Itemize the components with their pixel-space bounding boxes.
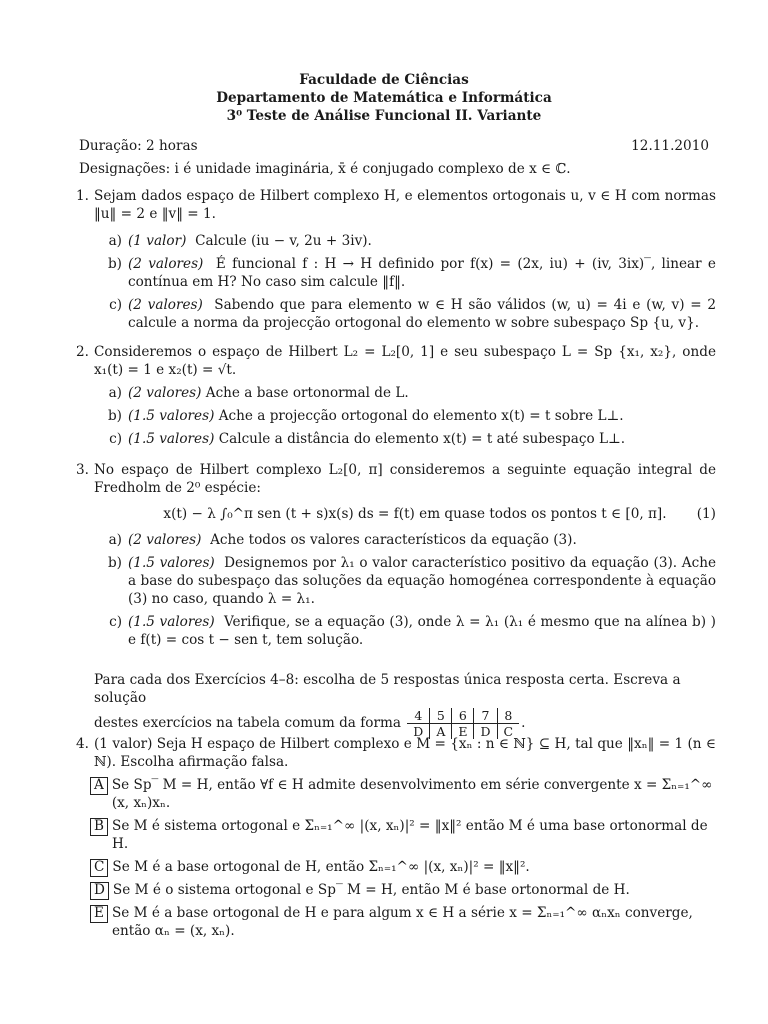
subquestion-text: É funcional f : H → H definido por f(x) = (2x, iu) + (iv, 3ix)‾, linear e contínua em H? No caso sim calcule ‖f‖. [128, 255, 716, 290]
option-letter-box: C [90, 859, 108, 877]
instructions-line-2: destes exercícios na tabela comum da forma 4 5 6 7 8 D A E D C. [94, 707, 526, 739]
points-label: (1.5 valores) [128, 554, 215, 571]
designations-text: Designações: i é unidade imaginária, x̄ é conjugado complexo de x ∈ ℂ. [79, 161, 571, 177]
table-cell: 8 [497, 708, 519, 724]
option-text: Se Sp‾ M = H, então ∀f ∈ H admite desenvolvimento em série convergente x = Σₙ₌₁^∞ (x, xₙ)xₙ. [111, 776, 713, 811]
exercise-statement: (1 valor) Seja H espaço de Hilbert complexo e M = {xₙ : n ∈ ℕ} ⊆ H, tal que ‖xₙ‖ = 1 (n ∈ ℕ). Escolha afirmação falsa. [94, 736, 716, 770]
exercise-4 [76, 736, 716, 941]
equation-text: x(t) − λ ∫₀^π sen (t + s)x(s) ds = f(t) em quase todos os pontos t ∈ [0, π]. [163, 505, 667, 522]
option-c [90, 859, 716, 877]
table-cell: 5 [430, 708, 452, 724]
exercise-statement: No espaço de Hilbert complexo L₂[0, π] consideremos a seguinte equação integral de Fredholm de 2⁰ espécie: [94, 462, 716, 496]
exam-header [0, 72, 768, 126]
table-cell: E [452, 723, 474, 739]
exercise-3 [76, 462, 716, 649]
subquestion-b: b) (1.5 valores) Ache a projecção ortogonal do elemento x(t) = t sobre L⊥. [107, 407, 624, 424]
answer-table [407, 708, 519, 739]
option-letter-box: E [90, 905, 108, 923]
exercise-1 [76, 188, 716, 333]
subquestion-text: Verifique, se a equação (3), onde λ = λ₁ (λ₁ é mesmo que na alínea b) ) e f(t) = cos t − sen t, tem solução. [128, 613, 716, 648]
exercise-statement: Sejam dados espaço de Hilbert complexo H, e elementos ortogonais u, v ∈ H com normas ‖u‖ = 2 e ‖v‖ = 1. [94, 188, 716, 222]
option-letter-box: B [90, 818, 108, 836]
subquestion-text: Ache a base ortonormal de L. [205, 384, 409, 401]
test-title: 3⁰ Teste de Análise Funcional II. Variante [226, 107, 542, 124]
points-label: (1.5 valores) [128, 613, 215, 630]
equation-tag: (1) [696, 505, 716, 522]
table-cell: 4 [414, 707, 423, 723]
subquestion-text: Ache todos os valores característicos da equação (3). [210, 531, 577, 548]
exercise-number: 3. [76, 462, 89, 478]
points-label: (1.5 valores) [128, 407, 215, 424]
exercise-statement: Consideremos o espaço de Hilbert L₂ = L₂[0, 1] e seu subespaço L = Sp {x₁, x₂}, onde x₁(t) = 1 e x₂(t) = √t. [94, 344, 716, 378]
answer-options [76, 777, 716, 941]
exercise-number: 1. [76, 188, 89, 204]
option-d [90, 882, 716, 900]
subquestion-a: a) (2 valores) Ache todos os valores característicos da equação (3). [108, 531, 577, 548]
subquestion-text: Sabendo que para elemento w ∈ H são válidos (w, u) = 4i e (w, v) = 2 calcule a norma da projecção ortogonal do elemento w sobre subespaço Sp {u, v}. [128, 296, 716, 331]
exercise-number: 2. [76, 344, 89, 360]
points-label: (2 valores) [128, 384, 202, 401]
points-label: (2 valores) [128, 531, 202, 548]
duration-text: Duração: 2 horas [79, 138, 198, 154]
subquestion-b: b) (2 valores) É funcional f : H → H definido por f(x) = (2x, iu) + (iv, 3ix)‾, linear e contínua em H? No caso sim calcule ‖f‖. [107, 255, 716, 290]
option-a [90, 777, 716, 813]
table-cell: 7 [474, 708, 497, 724]
instructions [94, 672, 716, 739]
faculty-title: Faculdade de Ciências [299, 72, 469, 88]
subquestion-a: a) (2 valores) Ache a base ortonormal de L. [108, 384, 409, 401]
points-label: (2 valores) [128, 255, 204, 272]
integral-equation [94, 506, 716, 524]
option-text: Se M é sistema ortogonal e Σₙ₌₁^∞ |(x, xₙ)|² = ‖x‖² então M é uma base ortonormal de H. [112, 817, 708, 852]
department-title: Departamento de Matemática e Informática [216, 89, 552, 106]
table-cell: C [497, 723, 519, 739]
points-label: (1.5 valores) [128, 430, 215, 447]
subquestion-text: Designemos por λ₁ o valor característico positivo da equação (3). Ache a base do subespaço das soluções da equação homogénea correspondente à equação (3) no caso, quando λ = λ₁. [128, 554, 716, 607]
subquestion-c: c) (1.5 valores) Calcule a distância do elemento x(t) = t até subespaço L⊥. [109, 430, 626, 447]
points-label: (2 valores) [128, 296, 203, 313]
subquestion-b: b) (1.5 valores) Designemos por λ₁ o valor característico positivo da equação (3). Ache a base do subespaço das soluções da equação homogénea correspondente à equação (3) no caso, quando λ = λ₁. [107, 554, 716, 607]
answer-table-numbers [407, 708, 519, 724]
date-text: 12.11.2010 [631, 138, 709, 154]
subquestion-text: Calcule a distância do elemento x(t) = t até subespaço L⊥. [218, 430, 626, 447]
option-text: Se M é a base ortogonal de H e para algum x ∈ H a série x = Σₙ₌₁^∞ αₙxₙ converge, então αₙ = (x, xₙ). [111, 904, 693, 939]
instructions-line-1: Para cada dos Exercícios 4–8: escolha de 5 respostas única resposta certa. Escreva a solução [94, 672, 681, 706]
meta-row [79, 138, 709, 156]
points-label: (1 valor) [128, 232, 187, 249]
option-letter-box: D [90, 882, 109, 900]
subquestion-c: c) (2 valores) Sabendo que para elemento w ∈ H são válidos (w, u) = 4i e (w, v) = 2 calcule a norma da projecção ortogonal do elemento w sobre subespaço Sp {u, v}. [109, 296, 716, 331]
option-text: Se M é o sistema ortogonal e Sp‾ M = H, então M é base ortonormal de H. [112, 881, 630, 898]
table-cell: A [430, 723, 452, 739]
option-b [90, 818, 716, 854]
exercise-number: 4. [76, 736, 89, 752]
table-cell: 6 [452, 708, 474, 724]
table-cell: D [474, 723, 497, 739]
table-cell: D [407, 723, 430, 739]
subquestion-c: c) (1.5 valores) Verifique, se a equação (3), onde λ = λ₁ (λ₁ é mesmo que na alínea b) ) e f(t) = cos t − sen t, tem solução. [109, 613, 716, 648]
option-e [90, 905, 716, 941]
exercise-2 [76, 344, 716, 449]
subquestion-text: Ache a projecção ortogonal do elemento x(t) = t sobre L⊥. [218, 407, 624, 424]
option-letter-box: A [90, 777, 108, 795]
option-text: Se M é a base ortogonal de H, então Σₙ₌₁^∞ |(x, xₙ)|² = ‖x‖². [112, 858, 530, 875]
subquestion-a: a) (1 valor) Calcule (iu − v, 2u + 3iv). [108, 232, 372, 249]
subquestion-text: Calcule (iu − v, 2u + 3iv). [195, 232, 372, 249]
